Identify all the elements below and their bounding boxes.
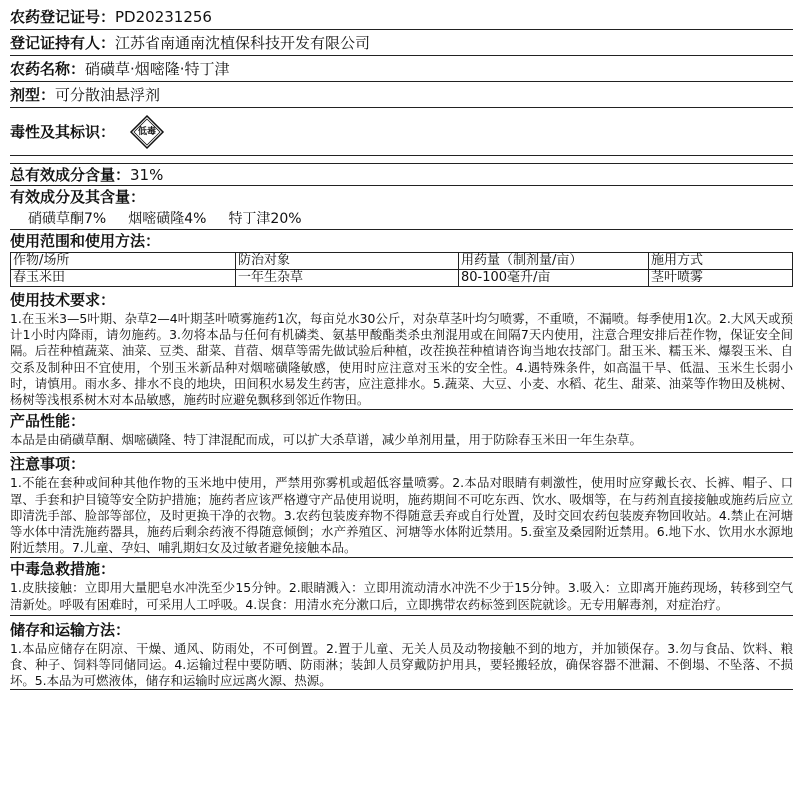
formulation-line bbox=[10, 82, 793, 108]
spacer-divider bbox=[10, 156, 793, 164]
usage-cell-dosage: 80-100毫升/亩 bbox=[459, 270, 649, 287]
storage-title: 储存和运输方法： bbox=[10, 620, 131, 639]
low-toxicity-diamond-icon bbox=[129, 114, 165, 150]
toxicity-label: 毒性及其标识： bbox=[10, 123, 116, 141]
product-name-value: 硝磺草·烟嘧隆·特丁津 bbox=[85, 60, 230, 78]
usage-table bbox=[10, 252, 793, 287]
ingredient-item: 硝磺草酮7% bbox=[28, 211, 107, 227]
cert-number-line bbox=[10, 4, 793, 30]
usage-header-crop: 作物/场所 bbox=[11, 253, 236, 270]
usage-header-dosage: 用药量（制剂量/亩） bbox=[459, 253, 649, 270]
cert-number-label: 农药登记证号： bbox=[10, 8, 116, 26]
toxicity-line bbox=[10, 108, 793, 156]
technique-title: 使用技术要求： bbox=[10, 291, 116, 309]
usage-header-method: 施用方式 bbox=[649, 253, 793, 270]
firstaid-text: 1.皮肤接触：立即用大量肥皂水冲洗至少15分钟。2.眼睛溅入：立即用流动清水冲洗不少于15分钟。3.吸入：立即离开施药现场，转移到空气清新处。呼吸有困难时，可采用人工呼吸。4.误食：用清水充分漱口后，立即携带农药标签到医院就诊。无专用解毒剂，对症治疗。 bbox=[10, 580, 793, 615]
total-content-label: 总有效成分含量： bbox=[10, 166, 131, 184]
cert-number-value: PD20231256 bbox=[115, 8, 212, 26]
precautions-title: 注意事项： bbox=[10, 455, 86, 474]
usage-cell-crop: 春玉米田 bbox=[11, 270, 236, 287]
formulation-label: 剂型： bbox=[10, 86, 56, 104]
toxicity-badge-text: 低毒 bbox=[138, 126, 157, 137]
usage-header-target: 防治对象 bbox=[236, 253, 459, 270]
product-name-label: 农药名称： bbox=[10, 60, 86, 78]
storage-text: 1.本品应储存在阴凉、干燥、通风、防雨处，不可倒置。2.置于儿童、无关人员及动物接触不到的地方，并加锁保存。3.勿与食品、饮料、粮食、种子、饲料等同储同运。4.运输过程中要防晒、防雨淋；装卸人员穿戴防护用具，要轻搬轻放，确保容器不泄漏、不倒塌、不坠落、不损坏。5.本品为可燃液体，储存和运输时应远离火源、热源。 bbox=[10, 641, 793, 691]
ingredient-item: 烟嘧磺隆4% bbox=[128, 211, 207, 227]
product-name-line bbox=[10, 56, 793, 82]
pesticide-label-document bbox=[10, 4, 793, 690]
ingredient-item: 特丁津20% bbox=[228, 211, 302, 227]
usage-table-header-row bbox=[11, 253, 793, 270]
usage-cell-target: 一年生杂草 bbox=[236, 270, 459, 287]
formulation-value: 可分散油悬浮剂 bbox=[55, 86, 161, 104]
performance-title: 产品性能： bbox=[10, 412, 86, 431]
performance-text: 本品是由硝磺草酮、烟嘧磺隆、特丁津混配而成，可以扩大杀草谱，减少单剂用量，用于防除春玉米田一年生杂草。 bbox=[10, 432, 793, 453]
total-content-line bbox=[10, 164, 793, 186]
table-row bbox=[11, 270, 793, 287]
ingredients-list bbox=[10, 208, 793, 230]
usage-title: 使用范围和使用方法： bbox=[10, 232, 161, 250]
holder-value: 江苏省南通南沈植保科技开发有限公司 bbox=[115, 34, 371, 52]
usage-cell-method: 茎叶喷雾 bbox=[649, 270, 793, 287]
total-content-value: 31% bbox=[130, 166, 164, 184]
firstaid-title: 中毒急救措施： bbox=[10, 560, 116, 579]
ingredients-title: 有效成分及其含量： bbox=[10, 188, 146, 206]
holder-label: 登记证持有人： bbox=[10, 34, 116, 52]
precautions-text: 1.不能在套种或间种其他作物的玉米地中使用，严禁用弥雾机或超低容量喷雾。2.本品对眼睛有刺激性，使用时应穿戴长衣、长裤、帽子、口罩、手套和护目镜等安全防护措施；施药者应该严格遵守产品使用说明，施药期间不可吃东西、饮水、吸烟等，在与药剂直接接触或施药后应立即清洗手部、脸部等部位，及时更换干净的衣物。3.农药包装废弃物不得随意丢弃或自行处置，及时交回农药包装废弃物回收站。4.禁止在河塘等水体中清洗施药器具，施药后剩余药液不得随意倾倒；水产养殖区、河塘等水体附近禁用。5.蚕室及桑园附近禁用。6.地下水、饮用水水源地附近禁用。7.儿童、孕妇、哺乳期妇女及过敏者避免接触本品。 bbox=[10, 475, 793, 558]
technique-text: 1.在玉米3—5叶期、杂草2—4叶期茎叶喷雾施药1次，每亩兑水30公斤，对杂草茎叶均匀喷雾，不重喷，不漏喷。每季使用1次。2.大风天或预计1小时内降雨，请勿施药。3.勿将本品与任何有机磷类、氨基甲酸酯类杀虫剂混用或在间隔7天内使用，注意合理安排后茬作物，保证安全间隔。后茬种植蔬菜、油菜、豆类、甜菜、苜蓿、烟草等需先做试验后种植，改茬换茬种植请咨询当地农技部门。甜玉米、糯玉米、爆裂玉米、自交系及制种田不宜使用，个别玉米新品种对烟嘧磺隆敏感，使用时应注意对玉米的安全性。4.遇特殊条件，如高温干旱、低温、玉米生长弱小时，请慎用。雨水多、排水不良的地块，田间积水易发生药害，应注意排水。5.蔬菜、大豆、小麦、水稻、花生、甜菜、油菜等作物田及桃树、杨树等浅根系树木对本品敏感，施药时应避免飘移到邻近作物田。 bbox=[10, 311, 793, 410]
holder-line bbox=[10, 30, 793, 56]
